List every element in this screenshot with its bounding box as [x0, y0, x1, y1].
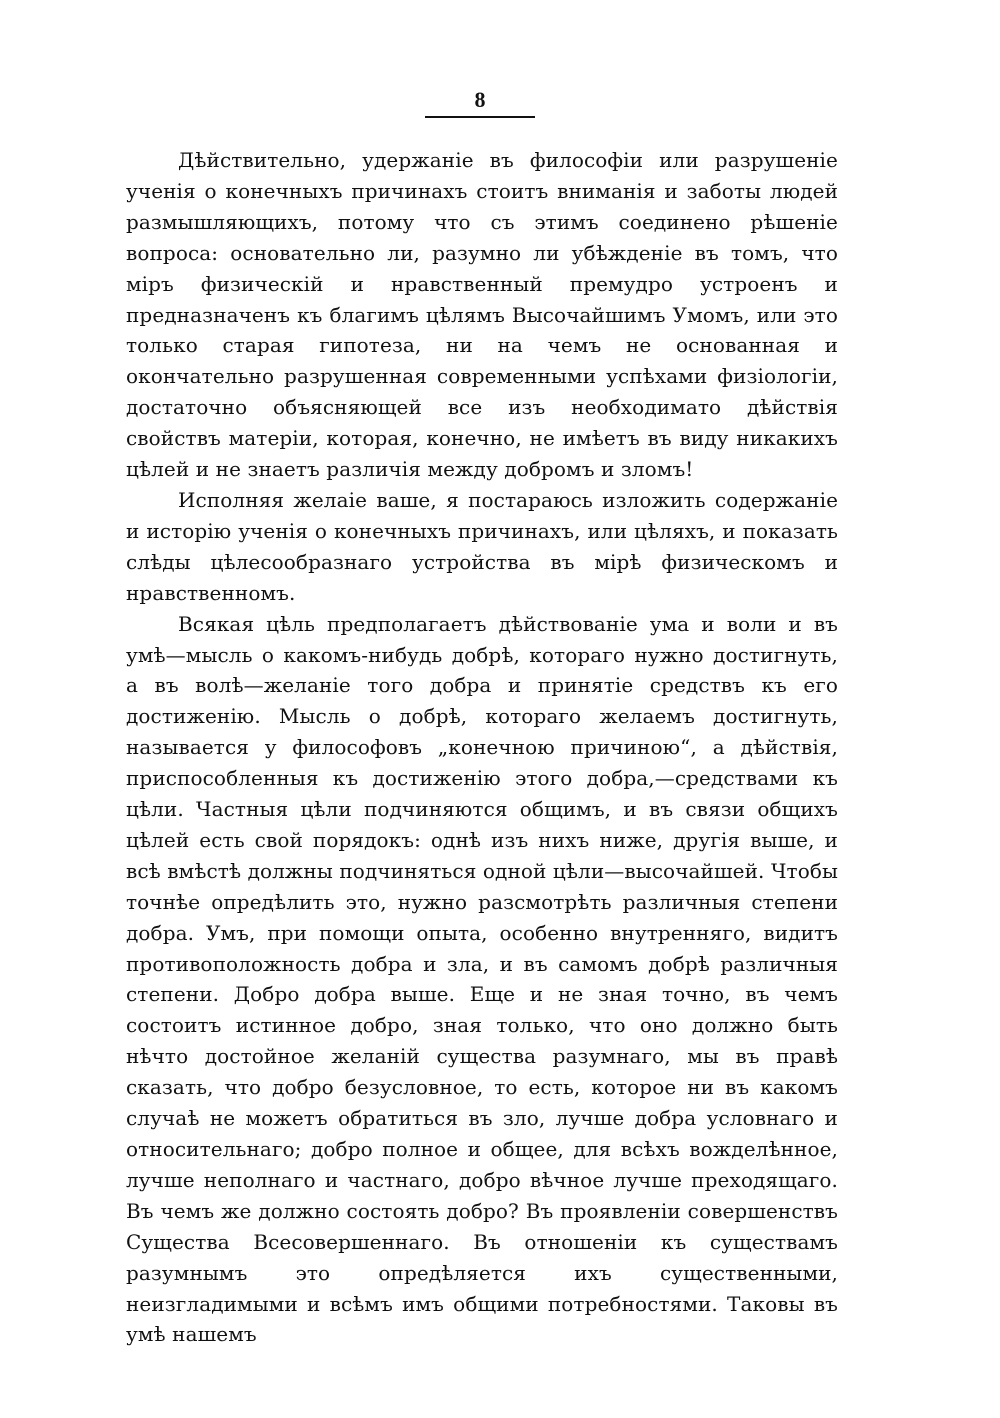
- header-rule: [425, 116, 535, 118]
- page-header: [420, 88, 540, 118]
- paragraph-2: Исполняя желаіе ваше, я постараюсь изложить содержаніе и исторію ученія о конечныхъ причинахъ, или цѣляхъ, и показать слѣды цѣлесообразнаго устройства въ мірѣ физическомъ и нравственномъ.: [126, 487, 838, 605]
- paragraph-1: Дѣйствительно, удержаніе въ философіи или разрушеніе ученія о конечныхъ причинахъ стоитъ вниманія и заботы людей размышляющихъ, потому что съ этимъ соединено рѣшеніе вопроса: основательно ли, разумно ли убѣжденіе въ томъ, что міръ физическій и нравственный премудро устроенъ и предназначенъ къ благимъ цѣлямъ Высочайшимъ Умомъ, или это только старая гипотеза, ни на чемъ не основанная и окончательно разрушенная современными успѣхами физіологіи, достаточно объясняющей все изъ необходимато дѣйствія свойствъ матеріи, которая, конечно, не имѣетъ въ виду никакихъ цѣлей и не знаетъ различія между добромъ и зломъ!: [126, 148, 838, 482]
- page-number: 8: [474, 87, 486, 112]
- body-text: [126, 145, 838, 1350]
- paragraph-3: Всякая цѣль предполагаетъ дѣйствованіе ума и воли и въ умѣ—мысль о какомъ-нибудь добрѣ, котораго нужно достигнуть, а въ волѣ—желаніе того добра и принятіе средствъ къ его достиженію. Мысль о добрѣ, котораго желаемъ достигнуть, называется у философовъ „конечною причиною“, а дѣйствія, приспособленныя къ достиженію этого добра,—средствами къ цѣли. Частныя цѣли подчиняются общимъ, и въ связи общихъ цѣлей есть свой порядокъ: однѣ изъ нихъ ниже, другія выше, и всѣ вмѣстѣ должны подчиняться одной цѣли—высочайшей. Чтобы точнѣе опредѣлить это, нужно разсмотрѣть различныя степени добра. Умъ, при помощи опыта, особенно внутренняго, видитъ противоположность добра и зла, и въ самомъ добрѣ различныя степени. Добро добра выше. Еще и не зная точно, въ чемъ состоитъ истинное добро, зная только, что оно должно быть нѣчто достойное желаній существа разумнаго, мы въ правѣ сказать, что добро безусловное, то есть, которое ни въ какомъ случаѣ не можетъ обратиться въ зло, лучше добра условнаго и относительнаго; добро полное и общее, для всѣхъ вожделѣнное, лучше неполнаго и частнаго, добро вѣчное лучше преходящаго. Въ чемъ же должно состоять добро? Въ проявленіи совершенствъ Существа Всесовершеннаго. Въ отношеніи къ существамъ разумнымъ это опредѣляется ихъ существенными, неизгладимыми и всѣмъ имъ общими потребностями. Таковы въ умѣ нашемъ: [126, 611, 838, 1347]
